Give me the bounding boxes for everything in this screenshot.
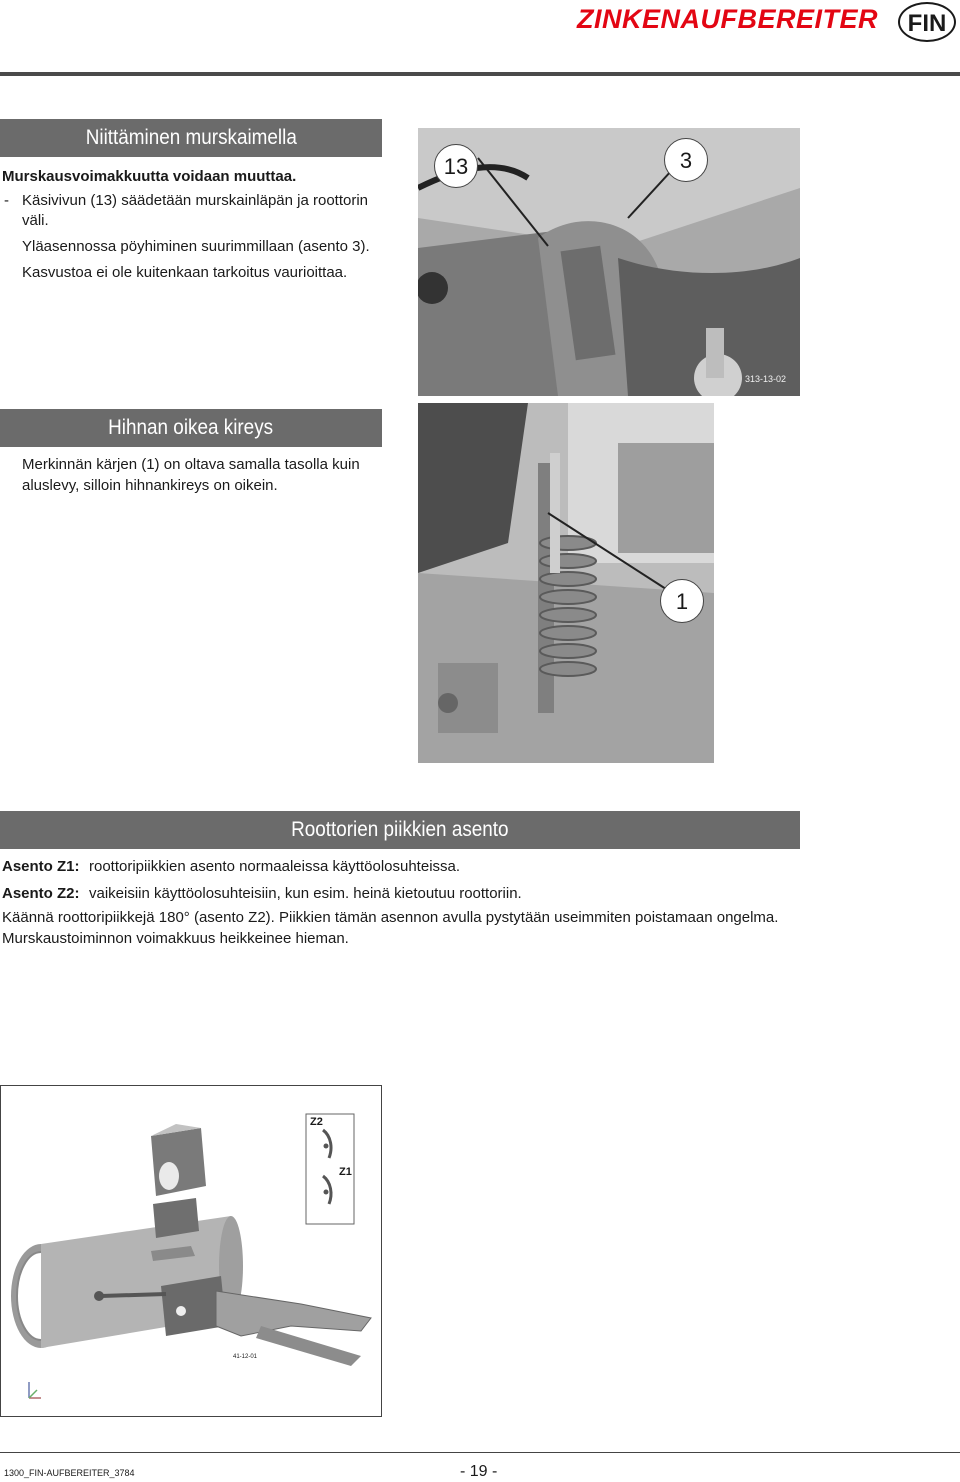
- z2-text: vaikeisiin käyttöolosuhteisiin, kun esim. heinä kietoutuu roottoriin.: [89, 885, 522, 902]
- diagram-code: 41-12-01: [233, 1354, 258, 1360]
- inset-label-z2: Z2: [310, 1116, 323, 1128]
- section-heading-rotor-tines-text: Roottorien piikkien asento: [291, 818, 509, 841]
- section-heading-crushing: [0, 119, 382, 157]
- section-heading-rotor-tines: [0, 811, 800, 849]
- section-heading-belt-text: Hihnan oikea kireys: [108, 416, 274, 439]
- z1-text: roottoripiikkien asento normaaleissa käyttöolosuhteissa.: [89, 858, 461, 875]
- page-header-title: ZINKENAUFBEREITER: [576, 4, 878, 34]
- rotor-tine-diagram: [0, 1085, 382, 1417]
- footer-page-number: - 19 -: [460, 1463, 498, 1480]
- photo-label-13: 13: [434, 144, 478, 188]
- rotor-text-line2: Murskaustoiminnon voimakkuus heikkeinee hieman.: [2, 930, 349, 947]
- photo-label-3: 3: [664, 138, 708, 182]
- inset-label-z1: Z1: [339, 1166, 352, 1178]
- language-badge: FIN: [898, 2, 956, 42]
- footer-rule: [0, 1452, 960, 1453]
- crushing-text-line2: väli.: [22, 212, 49, 229]
- crushing-subheading: Murskausvoimakkuutta voidaan muuttaa.: [2, 168, 297, 185]
- bullet-dash: -: [4, 192, 9, 209]
- rotor-text-line1: Käännä roottoripiikkejä 180° (asento Z2). Piikkien tämän asennon avulla pystytään useimmiten poistamaan ongelma.: [2, 909, 779, 926]
- header-rule: [0, 72, 960, 76]
- z1-label: Asento Z1:: [2, 858, 80, 875]
- crushing-text-line3: Yläasennossa pöyhiminen suurimmillaan (asento 3).: [22, 238, 370, 255]
- photo-belt-spring: [418, 403, 714, 763]
- photo-crusher-lever: [418, 128, 800, 396]
- section-heading-crushing-text: Niittäminen murskaimella: [85, 126, 297, 149]
- photo-label-1: 1: [660, 579, 704, 623]
- belt-text-line2: aluslevy, silloin hihnankireys on oikein.: [22, 477, 278, 494]
- section-heading-belt: [0, 409, 382, 447]
- crushing-text-line1: Käsivivun (13) säädetään murskainläpän ja roottorin: [22, 192, 369, 209]
- z2-label: Asento Z2:: [2, 885, 80, 902]
- belt-text-line1: Merkinnän kärjen (1) on oltava samalla tasolla kuin: [22, 456, 360, 473]
- footer-doc-code: 1300_FIN-AUFBEREITER_3784: [4, 1468, 135, 1478]
- crushing-text-line4: Kasvustoa ei ole kuitenkaan tarkoitus vaurioittaa.: [22, 264, 348, 281]
- rotor-tine-diagram-drawing: [1, 1086, 381, 1416]
- photo-code: 313-13-02: [744, 374, 786, 384]
